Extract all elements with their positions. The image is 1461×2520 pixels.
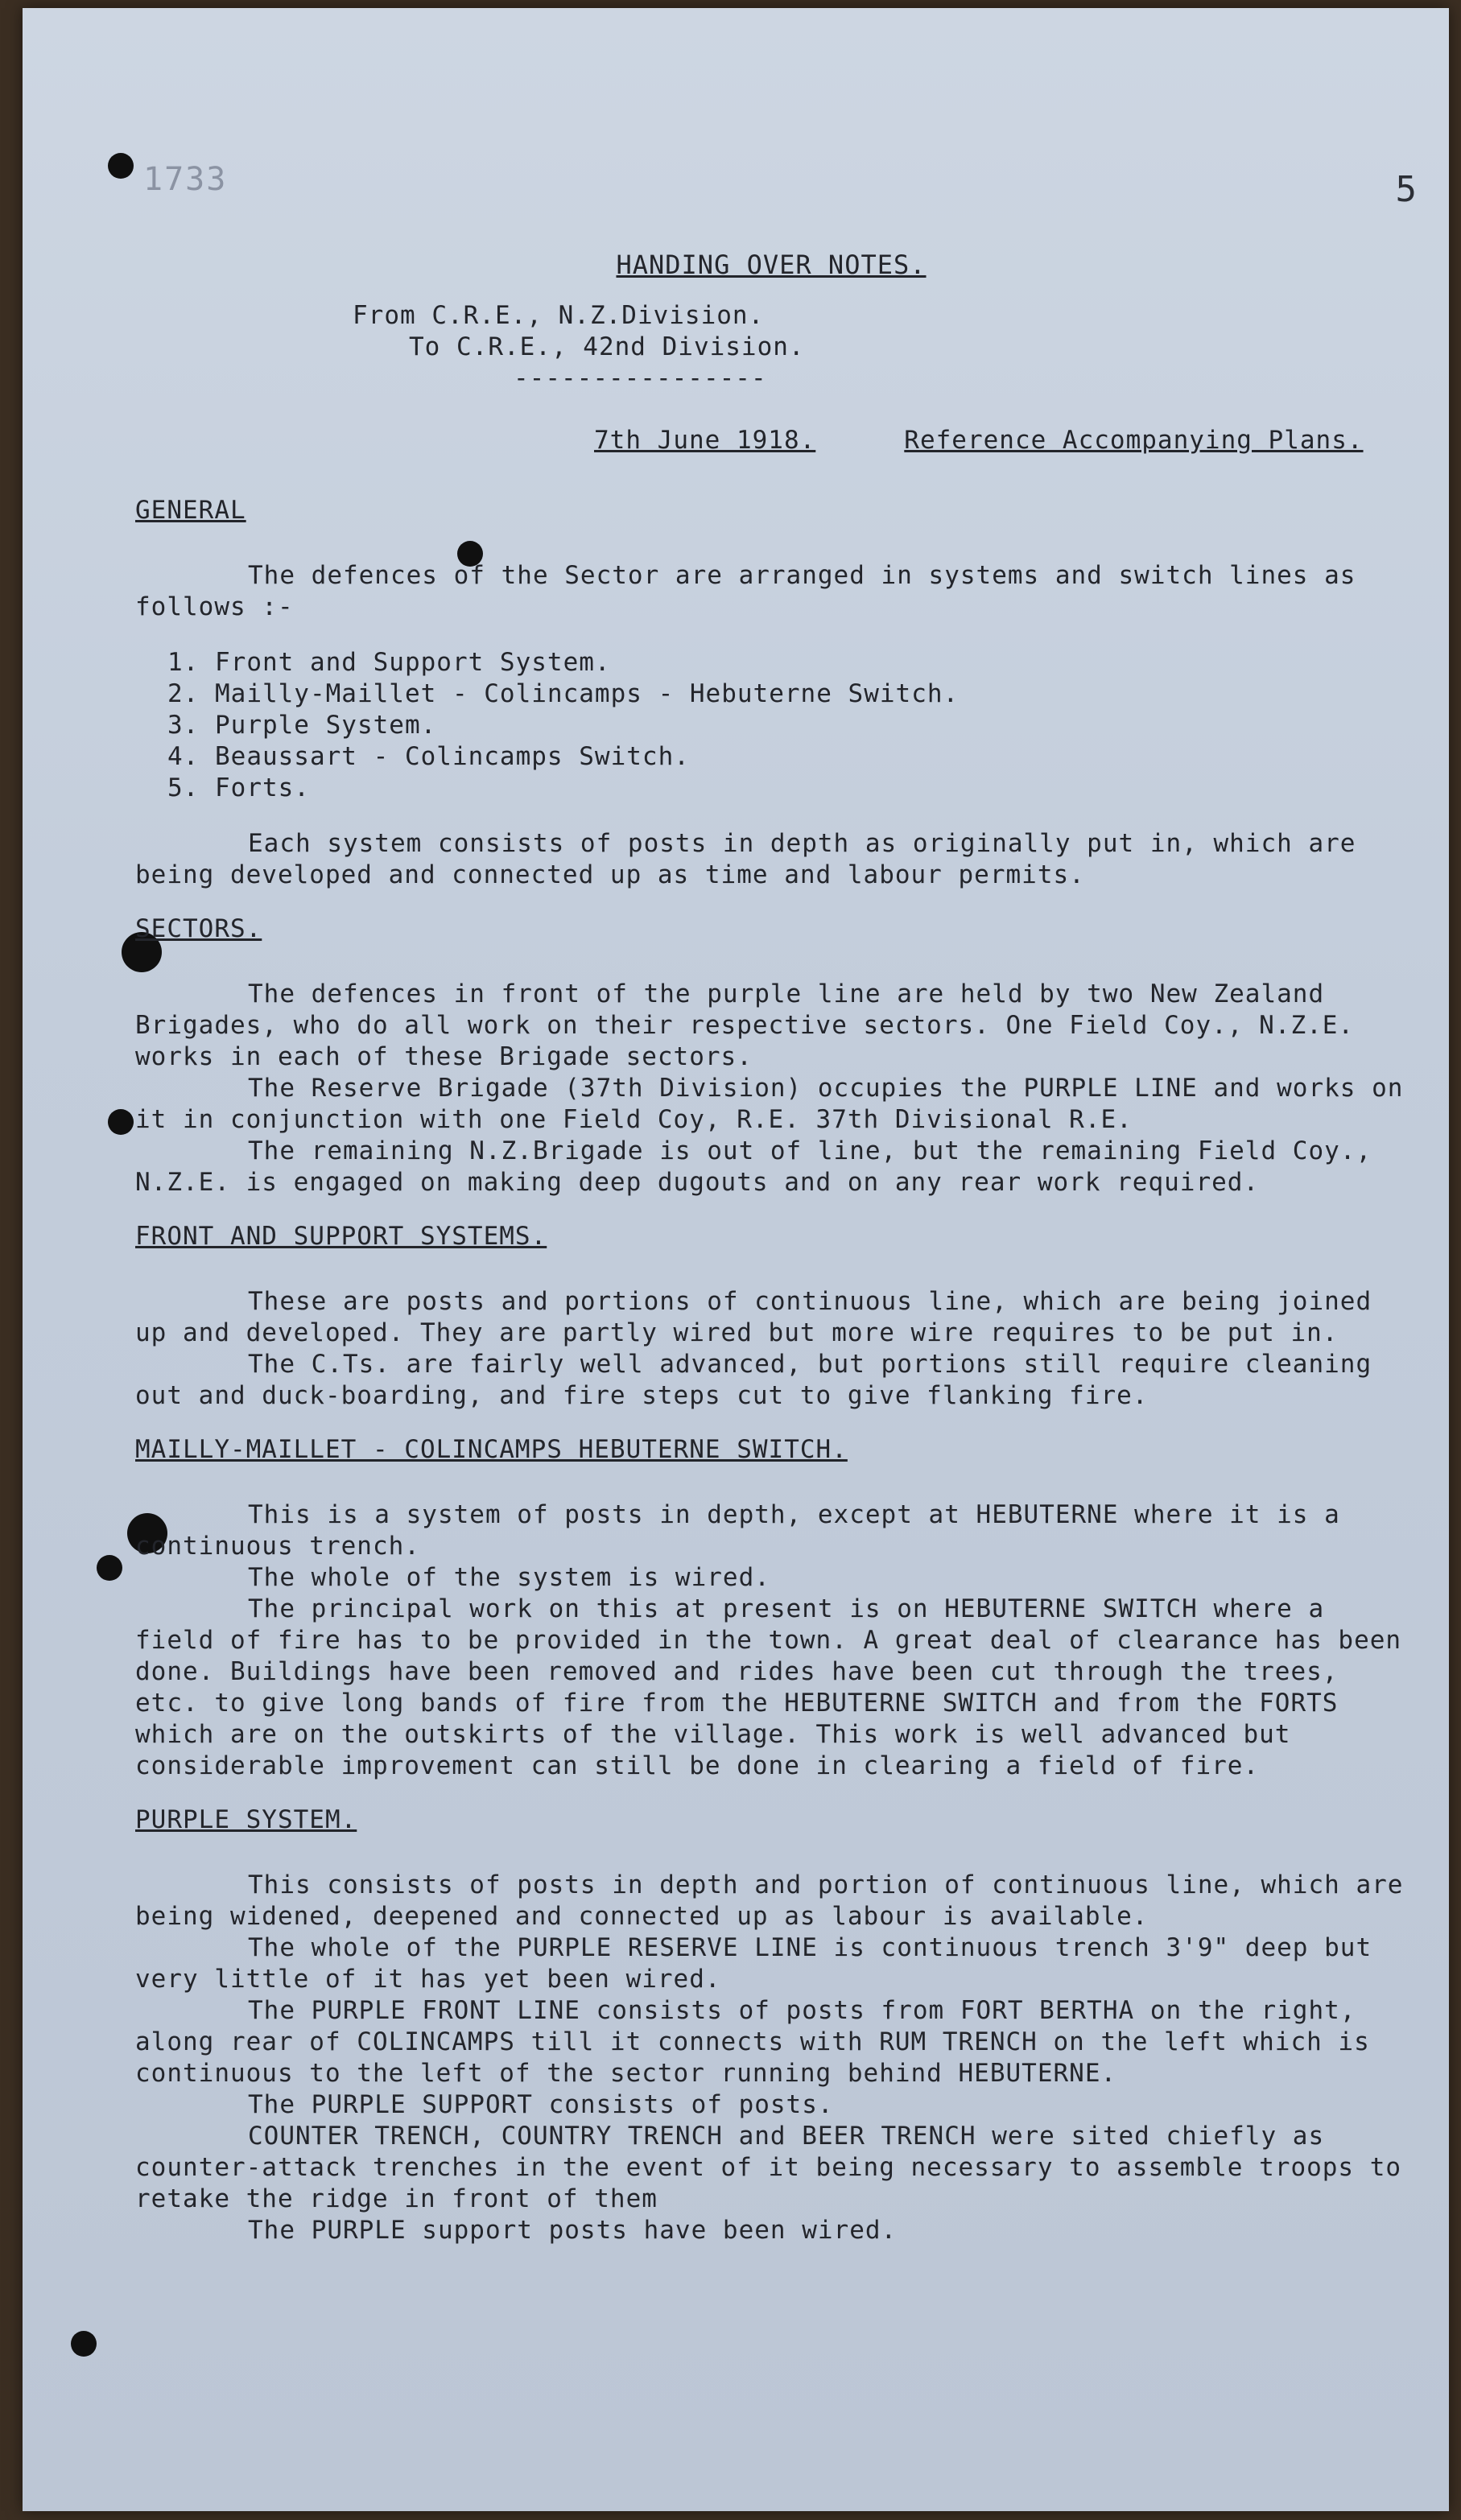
paragraph: The defences in front of the purple line are held by two New Zealand Brigades, who do all work on their respective sectors. One Field Coy., N.Z.E. works in each of these Brigade sectors. xyxy=(135,980,1355,1071)
list-item: 5. Forts. xyxy=(167,773,310,802)
punch-hole xyxy=(108,153,134,179)
list-item: 3. Purple System. xyxy=(167,711,437,740)
paragraph: The whole of the PURPLE RESERVE LINE is continuous trench 3'9" deep but very little of it has yet been wired. xyxy=(135,1933,1372,1994)
section-heading: GENERAL xyxy=(135,496,246,525)
paragraph: Each system consists of posts in depth as originally put in, which are being developed and connected up as time and labour permits. xyxy=(135,829,1356,889)
punch-hole xyxy=(71,2331,97,2357)
systems-list xyxy=(167,647,1407,804)
from-line: From C.R.E., N.Z.Division. xyxy=(353,301,765,330)
document-page xyxy=(23,8,1449,2511)
paragraph: The defences of the Sector are arranged in systems and switch lines as follows :- xyxy=(135,561,1356,621)
punch-hole xyxy=(108,1109,134,1135)
page-number: 5 xyxy=(1395,169,1417,210)
paragraph: The PURPLE SUPPORT consists of posts. xyxy=(248,2090,834,2119)
list-item: 4. Beaussart - Colincamps Switch. xyxy=(167,742,690,771)
paragraph: The whole of the system is wired. xyxy=(248,1563,770,1592)
paragraph: This consists of posts in depth and portion of continuous line, which are being widened, deepened and connected up as labour is available. xyxy=(135,1870,1404,1931)
document-title: HANDING OVER NOTES. xyxy=(616,250,927,280)
section-heading: FRONT AND SUPPORT SYSTEMS. xyxy=(135,1222,547,1251)
paragraph: COUNTER TRENCH, COUNTRY TRENCH and BEER TRENCH were sited chiefly as counter-attack trenches in the event of it being necessary to assemble troops to retake the ridge in front of them xyxy=(135,2122,1402,2213)
list-item: 1. Front and Support System. xyxy=(167,648,611,677)
document-date: 7th June 1918. xyxy=(594,426,816,455)
to-line: To C.R.E., 42nd Division. xyxy=(409,332,805,361)
paragraph: The principal work on this at present is on HEBUTERNE SWITCH where a field of fire has to be provided in the town. A great deal of clearance has been done. Buildings have been removed and rides have been cut through the trees, etc. to give long bands of fire from the HEBUTERNE SWITCH and from the FORTS which are on the outskirts of the village. This work is well advanced but considerable improvement can still be done in clearing a field of fire. xyxy=(135,1594,1402,1780)
section-mailly-switch xyxy=(135,1434,1407,1782)
paragraph: The PURPLE support posts have been wired. xyxy=(248,2216,898,2245)
section-heading: SECTORS. xyxy=(135,914,262,943)
separator-dashes: ---------------- xyxy=(514,364,767,393)
reference-note: Reference Accompanying Plans. xyxy=(904,426,1364,455)
paragraph: These are posts and portions of continuous line, which are being joined up and developed. They are partly wired but more wire requires to be put in. xyxy=(135,1287,1372,1347)
paragraph: The C.Ts. are fairly well advanced, but portions still require cleaning out and duck-boarding, and fire steps cut to give flanking fire. xyxy=(135,1350,1372,1410)
date-row xyxy=(135,425,1407,456)
paragraph: The Reserve Brigade (37th Division) occupies the PURPLE LINE and works on it in conjunction with one Field Coy, R.E. 37th Divisional R.E. xyxy=(135,1074,1404,1134)
document-body xyxy=(135,250,1407,2269)
paragraph: The PURPLE FRONT LINE consists of posts from FORT BERTHA on the right, along rear of COLINCAMPS till it connects with RUM TRENCH on the left which is continuous to the left of the sector running behind HEBUTERNE. xyxy=(135,1996,1370,2088)
section-heading: PURPLE SYSTEM. xyxy=(135,1805,357,1834)
punch-hole xyxy=(97,1555,122,1581)
section-general xyxy=(135,495,1407,891)
section-purple-system xyxy=(135,1804,1407,2246)
section-heading: MAILLY-MAILLET - COLINCAMPS HEBUTERNE SWITCH. xyxy=(135,1435,848,1464)
section-sectors xyxy=(135,914,1407,1198)
list-item: 2. Mailly-Maillet - Colincamps - Hebuterne Switch. xyxy=(167,679,960,708)
paragraph: This is a system of posts in depth, except at HEBUTERNE where it is a continuous trench. xyxy=(135,1500,1340,1561)
reference-number: 1733 xyxy=(143,161,228,198)
paragraph: The remaining N.Z.Brigade is out of line, but the remaining Field Coy., N.Z.E. is engaged on making deep dugouts and on any rear work required. xyxy=(135,1136,1372,1197)
section-front-support xyxy=(135,1221,1407,1412)
